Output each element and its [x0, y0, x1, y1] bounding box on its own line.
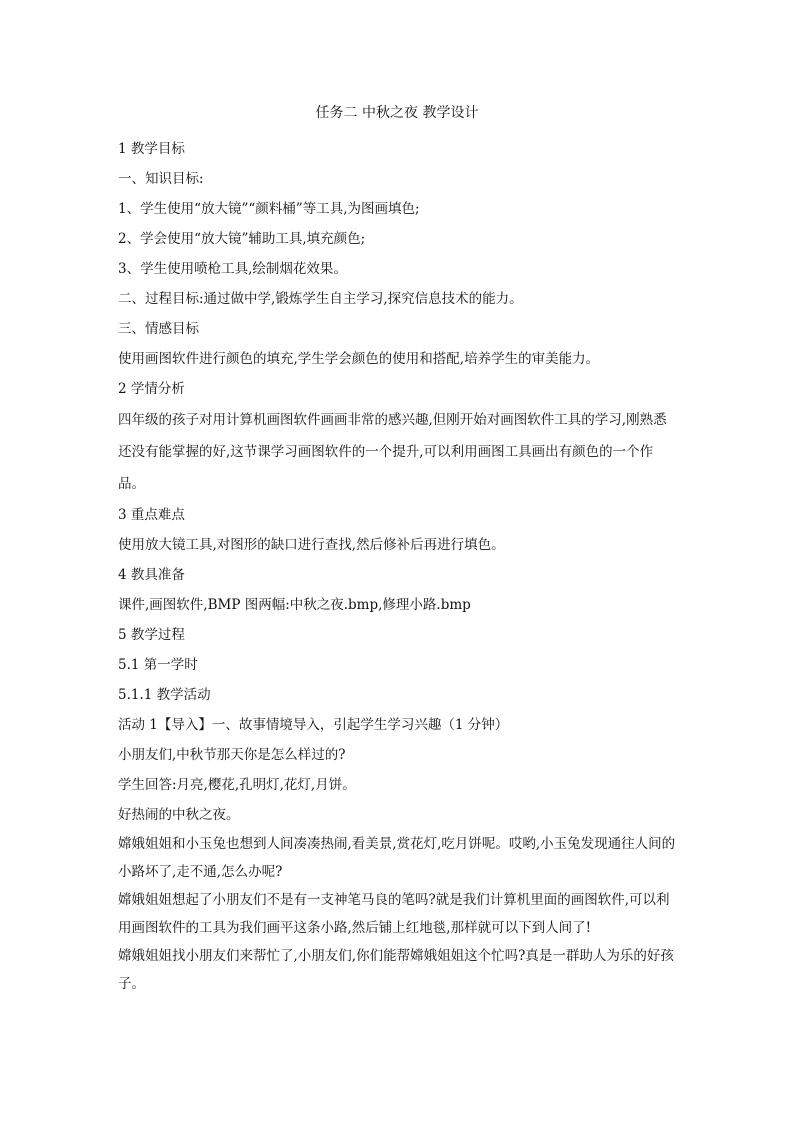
process-goal: 二、过程目标:通过做中学,锻炼学生自主学习,探究信息技术的能力。 [118, 291, 523, 307]
knowledge-goal-1: 1、学生使用“放大镜”“颜料桶”等工具,为图画填色; [118, 201, 420, 217]
heading-teaching-process: 5 教学过程 [118, 627, 185, 643]
story-line-2: 学生回答:月亮,樱花,孔明灯,花灯,月饼。 [118, 777, 356, 793]
teaching-materials-text: 课件,画图软件,BMP 图两幅:中秋之夜.bmp,修理小路.bmp [118, 597, 471, 613]
emotion-goal-text: 使用画图软件进行颜色的填充,学生学会颜色的使用和搭配,培养学生的审美能力。 [118, 351, 600, 367]
knowledge-goal-3: 3、学生使用喷枪工具,绘制烟花效果。 [118, 261, 347, 277]
story-line-1: 小朋友们,中秋节那天你是怎么样过的? [118, 747, 346, 763]
heading-teaching-goals: 1 教学目标 [118, 141, 185, 157]
heading-knowledge-goals: 一、知识目标: [118, 171, 204, 187]
heading-emotion-goals: 三、情感目标 [118, 321, 199, 337]
story-line-5: 嫦娥姐姐想起了小朋友们不是有一支神笔马良的笔吗?就是我们计算机里面的画图软件,可以利用画图软件的工具为我们画平这条小路,然后铺上红地毯,那样就可以下到人间了! [118, 892, 670, 936]
student-analysis-text: 四年级的孩子对用计算机画图软件画画非常的感兴趣,但刚开始对画图软件工具的学习,刚熟悉还没有能掌握的好,这节课学习画图软件的一个提升,可以利用画图工具画出有颜色的一个作品。 [118, 412, 667, 492]
document-title: 任务二 中秋之夜 教学设计 [315, 105, 479, 121]
story-line-3: 好热闹的中秋之夜。 [118, 807, 240, 823]
key-difficulties-text: 使用放大镜工具,对图形的缺口进行查找,然后修补后再进行填色。 [118, 537, 505, 553]
heading-student-analysis: 2 学情分析 [118, 381, 185, 397]
heading-key-difficulties: 3 重点难点 [118, 507, 185, 523]
heading-first-lesson: 5.1 第一学时 [118, 657, 198, 673]
document-body [118, 134, 678, 998]
knowledge-goal-2: 2、学会使用“放大镜”辅助工具,填充颜色; [118, 231, 366, 247]
heading-teaching-activities: 5.1.1 教学活动 [118, 687, 211, 703]
activity-1-title: 活动 1【导入】一、故事情境导入，引起学生学习兴趣（1 分钟） [118, 717, 509, 733]
heading-teaching-materials: 4 教具准备 [118, 567, 185, 583]
story-line-4: 嫦娥姐姐和小玉兔也想到人间凑凑热闹,看美景,赏花灯,吃月饼呢。哎哟,小玉兔发现通往人间的小路坏了,走不通,怎么办呢? [118, 836, 676, 880]
story-line-6: 嫦娥姐姐找小朋友们来帮忙了,小朋友们,你们能帮嫦娥姐姐这个忙吗?真是一群助人为乐的好孩子。 [118, 948, 674, 992]
